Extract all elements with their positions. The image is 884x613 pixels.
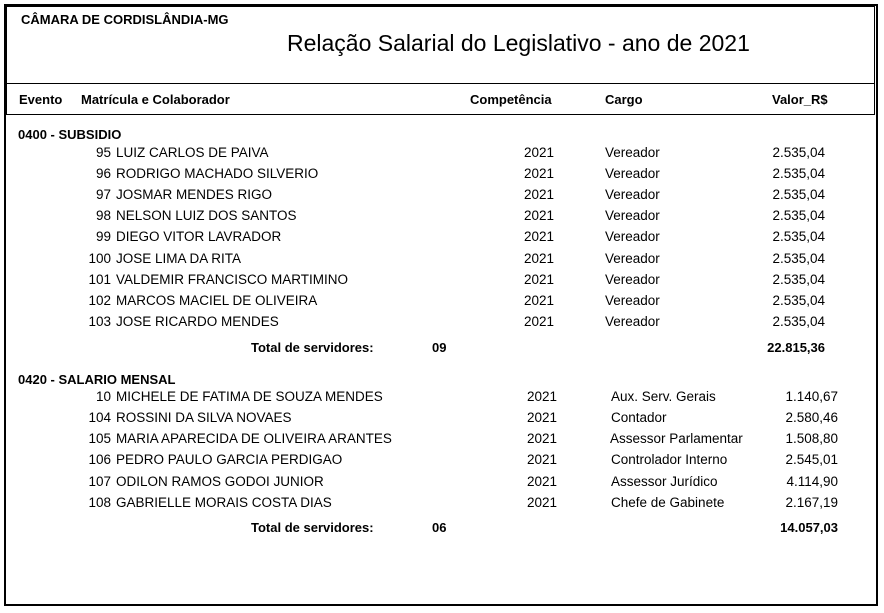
row-valor: 2.535,04 xyxy=(772,208,825,223)
section-title: 0420 - SALARIO MENSAL xyxy=(18,372,176,387)
row-valor: 2.535,04 xyxy=(772,145,825,160)
table-row xyxy=(0,410,884,431)
org-name: CÂMARA DE CORDISLÂNDIA-MG xyxy=(21,12,229,27)
row-matricula: 107 xyxy=(88,474,111,489)
row-matricula: 99 xyxy=(95,229,111,244)
row-cargo: Chefe de Gabinete xyxy=(611,495,725,510)
row-matricula: 104 xyxy=(88,410,111,425)
report-title: Relação Salarial do Legislativo - ano de 2021 xyxy=(287,30,750,56)
table-row xyxy=(0,187,884,208)
row-valor: 1.508,80 xyxy=(785,431,838,446)
row-matricula: 106 xyxy=(88,452,111,467)
row-cargo: Vereador xyxy=(605,166,660,181)
row-nome: GABRIELLE MORAIS COSTA DIAS xyxy=(116,495,332,510)
table-row xyxy=(0,229,884,250)
row-competencia: 2021 xyxy=(527,410,558,425)
row-nome: MICHELE DE FATIMA DE SOUZA MENDES xyxy=(116,389,383,404)
col-valor: Valor_R$ xyxy=(772,92,828,107)
row-competencia: 2021 xyxy=(524,187,555,202)
row-cargo: Assessor Parlamentar xyxy=(610,431,743,446)
row-cargo: Vereador xyxy=(605,251,660,266)
row-matricula: 95 xyxy=(95,145,111,160)
row-matricula: 105 xyxy=(88,431,111,446)
col-competencia: Competência xyxy=(470,92,552,107)
row-valor: 2.167,19 xyxy=(785,495,838,510)
table-row xyxy=(0,166,884,187)
total-count: 09 xyxy=(432,340,447,355)
row-cargo: Vereador xyxy=(605,145,660,160)
row-nome: MARCOS MACIEL DE OLIVEIRA xyxy=(116,293,318,308)
row-nome: ROSSINI DA SILVA NOVAES xyxy=(116,410,292,425)
row-matricula: 96 xyxy=(95,166,111,181)
row-matricula: 10 xyxy=(95,389,111,404)
table-row xyxy=(0,389,884,410)
row-valor: 2.580,46 xyxy=(785,410,838,425)
col-cargo: Cargo xyxy=(605,92,643,107)
row-valor: 4.114,90 xyxy=(786,474,838,489)
row-valor: 2.535,04 xyxy=(772,251,825,266)
table-row xyxy=(0,145,884,166)
table-row xyxy=(0,314,884,335)
row-cargo: Contador xyxy=(611,410,667,425)
col-matricula: Matrícula e Colaborador xyxy=(81,92,230,107)
table-row xyxy=(0,272,884,293)
row-matricula: 97 xyxy=(95,187,111,202)
section-title: 0400 - SUBSIDIO xyxy=(18,127,122,142)
row-competencia: 2021 xyxy=(524,272,555,287)
row-nome: DIEGO VITOR LAVRADOR xyxy=(116,229,282,244)
row-matricula: 108 xyxy=(88,495,111,510)
row-valor: 2.535,04 xyxy=(772,272,825,287)
row-nome: PEDRO PAULO GARCIA PERDIGAO xyxy=(116,452,343,467)
row-competencia: 2021 xyxy=(524,229,555,244)
row-competencia: 2021 xyxy=(527,495,558,510)
row-competencia: 2021 xyxy=(527,474,558,489)
row-cargo: Vereador xyxy=(605,208,660,223)
row-competencia: 2021 xyxy=(524,251,555,266)
row-cargo: Controlador Interno xyxy=(611,452,728,467)
row-valor: 2.535,04 xyxy=(772,314,825,329)
table-row xyxy=(0,452,884,473)
table-row xyxy=(0,495,884,516)
table-row xyxy=(0,208,884,229)
row-nome: MARIA APARECIDA DE OLIVEIRA ARANTES xyxy=(116,431,392,446)
total-value: 22.815,36 xyxy=(767,340,825,355)
row-valor: 2.545,01 xyxy=(785,452,838,467)
row-valor: 2.535,04 xyxy=(772,166,825,181)
row-competencia: 2021 xyxy=(524,145,555,160)
table-row xyxy=(0,474,884,495)
row-nome: NELSON LUIZ DOS SANTOS xyxy=(116,208,297,223)
row-matricula: 101 xyxy=(88,272,111,287)
total-count: 06 xyxy=(432,520,447,535)
row-cargo: Vereador xyxy=(605,293,660,308)
row-nome: RODRIGO MACHADO SILVERIO xyxy=(116,166,319,181)
row-competencia: 2021 xyxy=(527,452,558,467)
table-row xyxy=(0,431,884,452)
total-label: Total de servidores: xyxy=(251,520,374,535)
total-value: 14.057,03 xyxy=(780,520,838,535)
row-cargo: Assessor Jurídico xyxy=(611,474,718,489)
total-label: Total de servidores: xyxy=(251,340,374,355)
row-competencia: 2021 xyxy=(524,166,555,181)
row-matricula: 103 xyxy=(88,314,111,329)
row-valor: 2.535,04 xyxy=(772,187,825,202)
row-cargo: Aux. Serv. Gerais xyxy=(611,389,716,404)
row-nome: JOSE RICARDO MENDES xyxy=(116,314,279,329)
row-nome: ODILON RAMOS GODOI JUNIOR xyxy=(116,474,324,489)
section-total xyxy=(0,340,884,358)
row-competencia: 2021 xyxy=(524,293,555,308)
row-cargo: Vereador xyxy=(605,229,660,244)
row-matricula: 100 xyxy=(88,251,111,266)
row-nome: JOSE LIMA DA RITA xyxy=(116,251,242,266)
section-total xyxy=(0,520,884,538)
row-valor: 2.535,04 xyxy=(772,293,825,308)
row-valor: 2.535,04 xyxy=(772,229,825,244)
row-cargo: Vereador xyxy=(605,314,660,329)
col-evento: Evento xyxy=(19,92,63,107)
row-competencia: 2021 xyxy=(527,389,558,404)
row-valor: 1.140,67 xyxy=(785,389,838,404)
row-cargo: Vereador xyxy=(605,187,660,202)
table-row xyxy=(0,251,884,272)
row-nome: JOSMAR MENDES RIGO xyxy=(116,187,273,202)
table-row xyxy=(0,293,884,314)
row-nome: LUIZ CARLOS DE PAIVA xyxy=(116,145,269,160)
row-competencia: 2021 xyxy=(524,208,555,223)
row-nome: VALDEMIR FRANCISCO MARTIMINO xyxy=(116,272,349,287)
row-matricula: 102 xyxy=(88,293,111,308)
row-cargo: Vereador xyxy=(605,272,660,287)
row-competencia: 2021 xyxy=(524,314,555,329)
row-competencia: 2021 xyxy=(527,431,558,446)
row-matricula: 98 xyxy=(95,208,111,223)
